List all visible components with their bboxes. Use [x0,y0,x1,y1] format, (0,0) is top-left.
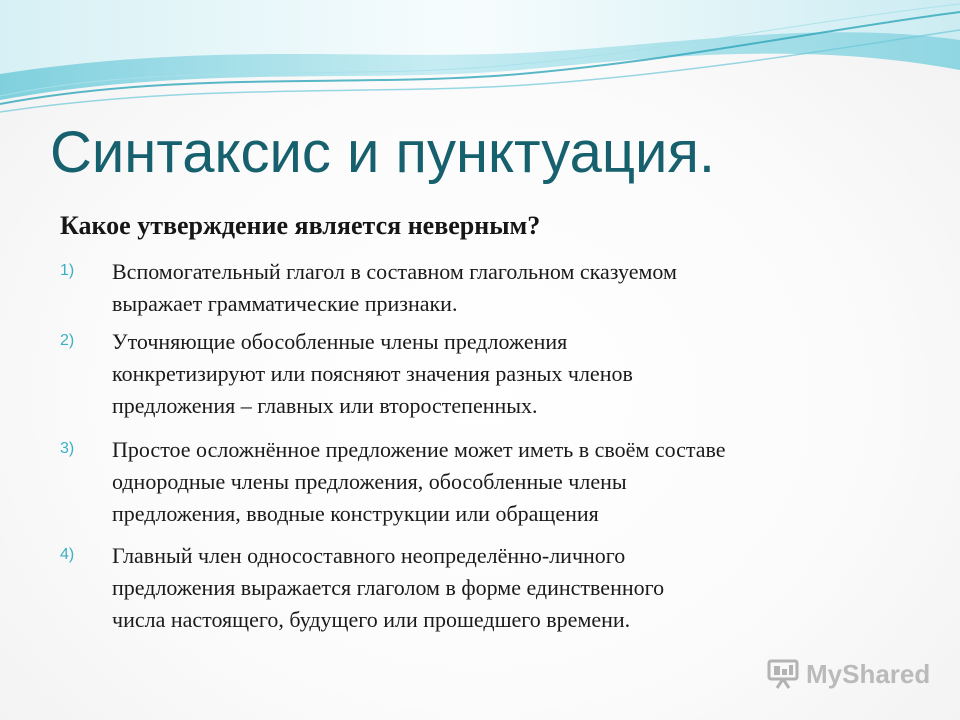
option-text-line: однородные члены предложения, обособленные члены [112,469,627,494]
option-text-line: Главный член односоставного неопределённо-личного [112,543,626,568]
watermark-text: MyShared [806,658,931,689]
option-text-line: Вспомогательный глагол в составном глагольном сказуемом [112,259,677,284]
answer-option-4 [60,540,920,636]
question-text: Какое утверждение является неверным? [60,211,541,240]
option-text-line: числа настоящего, будущего или прошедшего времени. [112,607,631,632]
slide-title: Синтаксис и пунктуация. [50,120,715,185]
answer-option-2 [60,326,920,422]
option-text-line: предложения – главных или второстепенных. [112,393,538,418]
option-text-line: Простое осложнённое предложение может иметь в своём составе [112,437,726,462]
option-number: 2) [60,332,75,349]
presentation-board-icon [766,659,800,689]
answer-option-3 [60,434,920,530]
myshared-watermark[interactable] [766,656,930,692]
option-text-line: предложения выражается глаголом в форме единственного [112,575,665,600]
answer-option-1 [60,256,920,320]
option-text-line: Уточняющие обособленные члены предложения [112,329,568,354]
option-text-line: выражает грамматические признаки. [112,291,458,316]
answer-options-list [60,256,920,636]
option-text-line: предложения, вводные конструкции или обращения [112,501,599,526]
option-number: 1) [60,262,75,279]
option-number: 3) [60,440,75,457]
header-wave-decoration [0,0,960,130]
option-number: 4) [60,546,75,563]
option-text-line: конкретизируют или поясняют значения разных членов [112,361,633,386]
